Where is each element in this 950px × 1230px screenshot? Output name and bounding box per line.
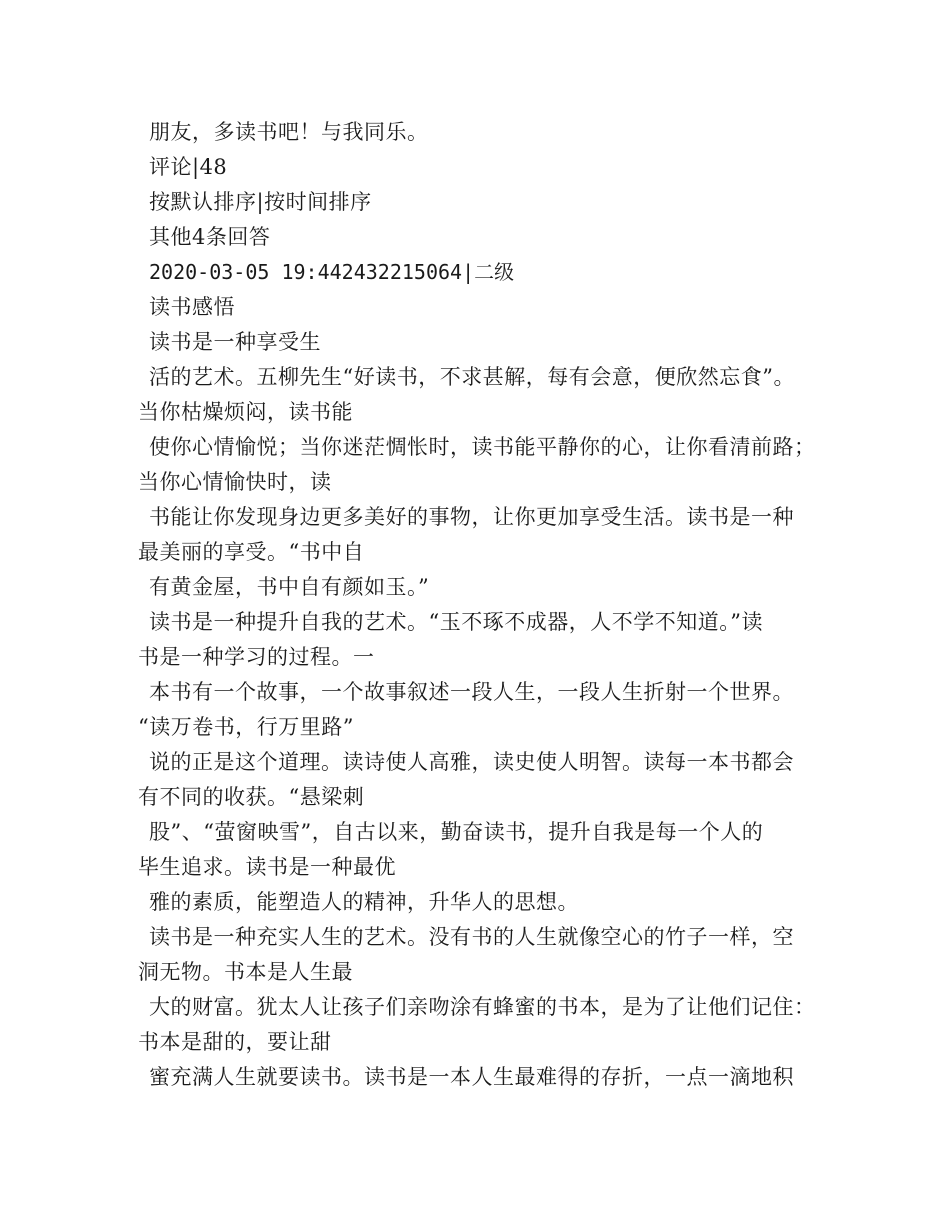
- text-line: 蜜充满人生就要读书。读书是一本人生最难得的存折，一点一滴地积: [149, 1065, 794, 1089]
- text-line: 本书有一个故事，一个故事叙述一段人生，一段人生折射一个世界。: [149, 680, 794, 704]
- text-line: 读书是一种提升自我的艺术。“玉不琢不成器，人不学不知道。”读: [149, 610, 763, 634]
- text-line: 雅的素质，能塑造人的精神，升华人的思想。: [149, 890, 579, 914]
- text-line: 读书是一种享受生: [149, 330, 321, 354]
- text-line: 当你心情愉快时，读: [138, 470, 332, 494]
- text-line: 有黄金屋，书中自有颜如玉。”: [149, 575, 430, 599]
- text-line: 当你枯燥烦闷，读书能: [138, 400, 353, 424]
- text-line: 朋友，多读书吧！与我同乐。: [149, 120, 429, 144]
- text-line: 书是一种学习的过程。一: [138, 645, 375, 669]
- text-line: 毕生追求。读书是一种最优: [138, 855, 396, 879]
- text-line: 书本是甜的，要让甜: [138, 1030, 332, 1054]
- text-line: 读书是一种充实人生的艺术。没有书的人生就像空心的竹子一样，空: [149, 925, 794, 949]
- comment-count: 评论|48: [149, 155, 228, 179]
- text-line: 使你心情愉悦；当你迷茫惆怅时，读书能平静你的心，让你看清前路；: [149, 435, 816, 459]
- sort-options: 按默认排序|按时间排序: [149, 190, 372, 214]
- text-line: 洞无物。书本是人生最: [138, 960, 353, 984]
- answer-title: 读书感悟: [149, 295, 235, 319]
- text-line: 大的财富。犹太人让孩子们亲吻涂有蜂蜜的书本，是为了让他们记住：: [149, 995, 816, 1019]
- answer-meta: 2020-03-05 19:442432215064|二级: [149, 260, 515, 284]
- text-line: 最美丽的享受。“书中自: [138, 540, 365, 564]
- other-answers-heading: 其他4条回答: [149, 225, 271, 249]
- text-line: 书能让你发现身边更多美好的事物，让你更加享受生活。读书是一种: [149, 505, 794, 529]
- text-line: 说的正是这个道理。读诗使人高雅，读史使人明智。读每一本书都会: [149, 750, 794, 774]
- text-line: 活的艺术。五柳先生“好读书，不求甚解，每有会意，便欣然忘食”。: [149, 365, 795, 389]
- text-line: 有不同的收获。“悬梁刺: [138, 785, 365, 809]
- text-line: “读万卷书，行万里路”: [138, 715, 354, 739]
- text-line: 股”、“萤窗映雪”，自古以来，勤奋读书，提升自我是每一个人的: [149, 820, 764, 844]
